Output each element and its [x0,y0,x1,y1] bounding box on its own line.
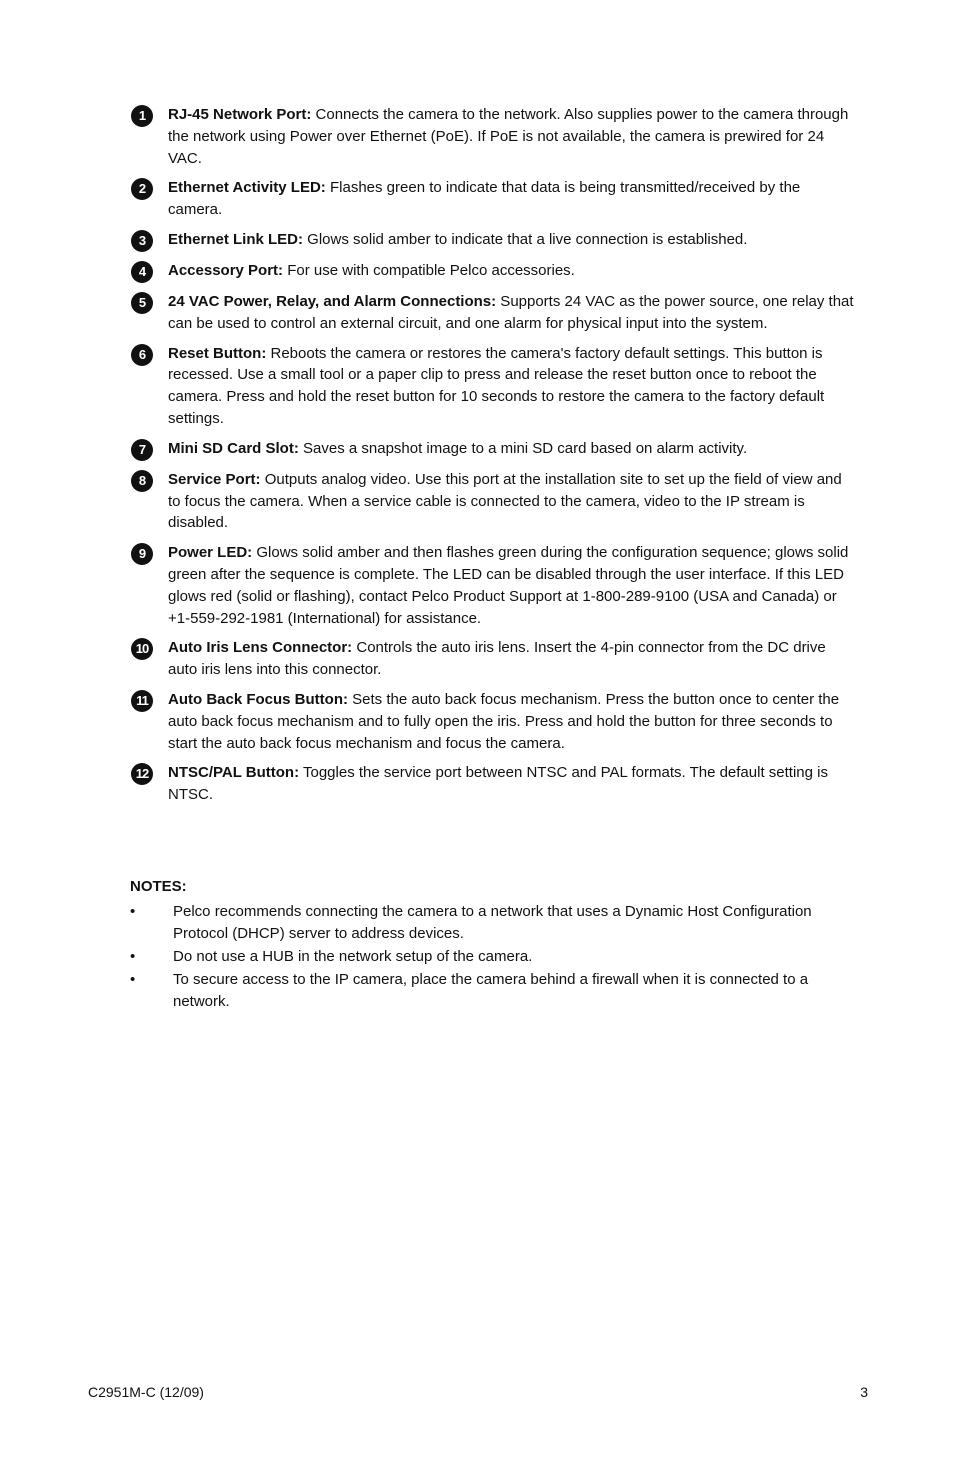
callout-description [168,469,855,534]
note-item [130,946,854,968]
callout-term: Ethernet Activity LED: [168,179,326,197]
callout-number-badge: 8 [131,470,153,492]
callout-term: Reset Button: [168,344,267,362]
callout-term: Ethernet Link LED: [168,230,304,248]
callout-item-5 [131,291,855,335]
callout-term: Power LED: [168,544,253,562]
note-text: To secure access to the IP camera, place the camera behind a firewall when it is connected to a network. [173,971,809,1010]
callout-description [168,177,855,221]
callout-text: Controls the auto iris lens. Insert the 4-pin connector from the DC drive auto iris lens into this connector. [168,639,826,679]
note-text: Do not use a HUB in the network setup of the camera. [173,948,533,965]
callout-description [168,689,855,754]
note-text: Pelco recommends connecting the camera to a network that uses a Dynamic Host Configuration Protocol (DHCP) server to address devices. [173,903,812,942]
page-number: 3 [860,1384,868,1400]
callout-number-badge: 4 [131,261,153,283]
callout-text: Reboots the camera or restores the camera's factory default settings. This button is recessed. Use a small tool or a paper clip to press and release the reset button once to reboot the camera. Press and hold the reset button for 10 seconds to restore the camera to the factory default settings. [168,344,825,427]
notes-heading: NOTES: [130,878,187,895]
callout-text: Glows solid amber and then flashes green during the configuration sequence; glows solid green after the sequence is complete. The LED can be disabled through the user interface. If this LED glows red (solid or flashing), contact Pelco Product Support at 1-800-289-9100 (USA and Canada) or +1-559-292-1981 (International) for assistance. [168,544,849,627]
callout-description [168,438,855,460]
callout-description [168,104,855,169]
callout-term: 24 VAC Power, Relay, and Alarm Connections: [168,292,497,310]
callout-number-badge: 6 [131,344,153,366]
callout-text: Toggles the service port between NTSC and PAL formats. The default setting is NTSC. [168,764,828,804]
callout-text: Saves a snapshot image to a mini SD card based on alarm activity. [298,439,748,457]
callout-term: Mini SD Card Slot: [168,439,299,457]
note-item [130,901,854,945]
callout-term: NTSC/PAL Button: [168,764,300,782]
callout-number-badge: 2 [131,178,153,200]
callout-number-badge: 5 [131,292,153,314]
callout-number-badge: 11 [131,690,153,712]
callout-text: Outputs analog video. Use this port at the installation site to set up the field of view and to focus the camera. When a service cable is connected to the camera, video to the IP stream is disabled. [168,470,842,532]
callout-number-badge: 7 [131,439,153,461]
bullet-icon: • [130,971,136,988]
bullet-icon: • [130,903,136,920]
callout-item-10 [131,637,855,681]
callout-description [168,637,855,681]
callout-text: For use with compatible Pelco accessories. [283,261,575,279]
callout-term: Service Port: [168,470,261,488]
callout-item-4 [131,260,855,283]
bullet-icon: • [130,948,136,965]
document-id: C2951M-C (12/09) [88,1384,204,1400]
callout-description [168,762,855,806]
callout-number-badge: 3 [131,230,153,252]
callout-item-8 [131,469,855,534]
callout-term: Auto Back Focus Button: [168,690,348,708]
callout-item-9 [131,542,855,629]
notes-section [130,876,854,1014]
callout-item-7 [131,438,855,461]
callout-list [131,104,855,814]
callout-description [168,542,855,629]
callout-item-12 [131,762,855,806]
callout-term: Auto Iris Lens Connector: [168,639,353,657]
callout-text: Sets the auto back focus mechanism. Press the button once to center the auto back focus mechanism and to fully open the iris. Press and hold the button for three seconds to start the auto back focus mechanism and focus the camera. [168,690,840,752]
callout-number-badge: 1 [131,105,153,127]
callout-item-11 [131,689,855,754]
callout-description [168,291,855,335]
callout-number-badge: 10 [131,638,153,660]
callout-text: Supports 24 VAC as the power source, one relay that can be used to control an external circuit, and one alarm for physical input into the system. [168,292,854,332]
callout-description [168,229,855,251]
callout-term: Accessory Port: [168,261,284,279]
callout-description [168,260,855,282]
callout-item-6 [131,343,855,430]
callout-text: Glows solid amber to indicate that a live connection is established. [303,230,748,248]
callout-item-2 [131,177,855,221]
callout-text: Connects the camera to the network. Also supplies power to the camera through the network using Power over Ethernet (PoE). If PoE is not available, the camera is prewired for 24 VAC. [168,106,849,167]
callout-term: RJ-45 Network Port: [168,106,312,123]
callout-description [168,343,855,430]
callout-item-3 [131,229,855,252]
callout-number-badge: 9 [131,543,153,565]
callout-number-badge: 12 [131,763,153,785]
note-item [130,969,854,1013]
callout-item-1 [131,104,855,169]
callout-text: Flashes green to indicate that data is being transmitted/received by the camera. [168,179,801,219]
